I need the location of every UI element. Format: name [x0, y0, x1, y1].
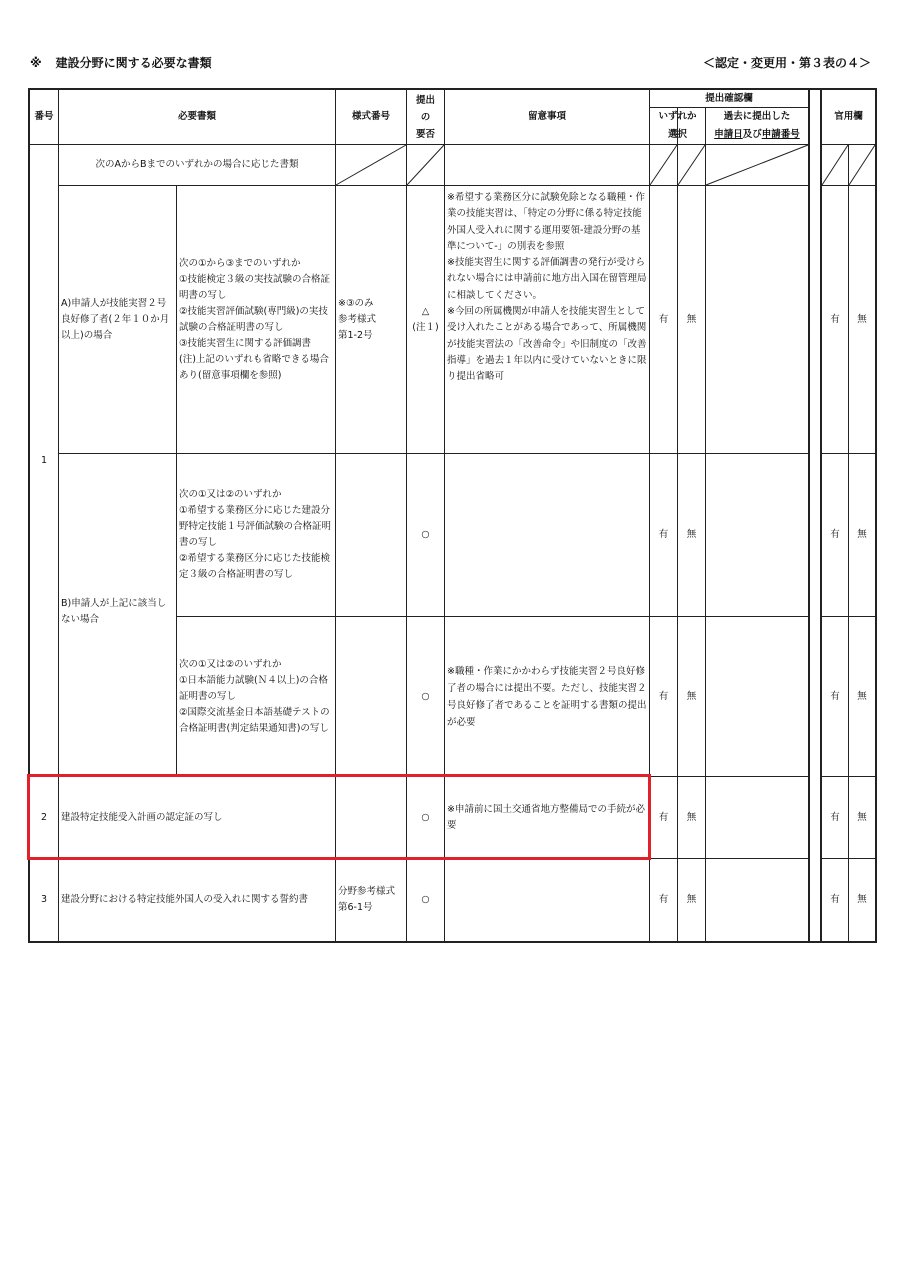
row3-docs: 建設分野における特定技能外国人の受入れに関する誓約書 — [61, 894, 309, 905]
row2-no: 無 — [686, 811, 697, 823]
row1-b2-no: 無 — [686, 690, 697, 702]
page-title: ※ 建設分野に関する必要な書類 — [30, 56, 212, 70]
row3-number: 3 — [40, 894, 48, 905]
row1-b2-notes: ※職種・作業にかかわらず技能実習２号良好修了者の場合には提出不要。ただし、技能実習２号良好修了者であることを証明する書類の提出が必要 — [447, 665, 647, 728]
header-past-submitted: 過去に提出した 申請日及び申請番号 — [714, 111, 800, 140]
row1-a-office-no: 無 — [857, 313, 867, 325]
row1-a-no: 無 — [686, 313, 697, 325]
header-submission-check: 提出確認欄 — [705, 92, 753, 104]
row2-required: ○ — [421, 811, 430, 823]
row1-b1-office-no: 無 — [857, 529, 867, 540]
row2-office-no: 無 — [857, 811, 867, 823]
row1-b1-yes: 有 — [658, 529, 669, 540]
row1-b-case: B)申請人が上記に該当しない場合 — [61, 598, 167, 625]
row1-a-yes: 有 — [658, 313, 669, 325]
row1-b1-required: ○ — [421, 529, 430, 540]
row1-b1-no: 無 — [686, 529, 697, 540]
row1-a-docs: 次の①から③までのいずれか ①技能検定３級の実技試験の合格証明書の写し ②技能実習評価試験(専門級)の実技試験の合格証明書の写し ③技能実習生に関する評価調書 (注)上記のいずれも省略できる場合あり(留意事項欄を参照) — [179, 257, 331, 381]
row1-a-required: △ (注１) — [412, 305, 439, 333]
form-label: ＜認定・変更用・第３表の４＞ — [702, 56, 871, 70]
row3-required: ○ — [421, 894, 430, 905]
header-either-select: いずれか 選択 — [658, 111, 697, 140]
row1-a-notes: ※希望する業務区分に試験免除となる職種・作業の技能実習は、「特定の分野に係る特定技能外国人受入れに関する運用要領-建設分野の基準について-」の別表を参照 ※技能実習生に関する評価調書の発行が受けられない場合には申請前に地方出入国在留管理局に相談してください。 ※今回の所属機関が申請人を技能実習生として受け入れたことがある場合であって、所属機関が技能実習法の「改善命令」や旧制度の「改善指導」を過去１年以内に受けていないときに限り提出省略可 — [447, 192, 647, 383]
row3-no: 無 — [686, 894, 697, 905]
row2-office-yes: 有 — [830, 811, 840, 823]
header-number: 番号 — [34, 111, 54, 122]
row2-yes: 有 — [658, 811, 669, 823]
row2-docs: 建設特定技能受入計画の認定証の写し — [61, 811, 223, 823]
row3-office-no: 無 — [857, 894, 867, 905]
row1-b2-office-yes: 有 — [830, 690, 840, 702]
header-notes: 留意事項 — [527, 111, 566, 122]
row1-b2-office-no: 無 — [857, 690, 867, 702]
header-office-use: 官用欄 — [834, 111, 863, 122]
row2-highlight-box — [27, 774, 651, 860]
row3-yes: 有 — [658, 894, 669, 905]
row1-b1-docs: 次の①又は②のいずれか ①希望する業務区分に応じた建設分野特定技能１号評価試験の合格証明書の写し ②希望する業務区分に応じた技能検定３級の合格証明書の写し — [179, 489, 332, 580]
row1-b2-docs: 次の①又は②のいずれか ①日本語能力試験(Ｎ４以上)の合格証明書の写し ②国際交流基金日本語基礎テストの合格証明書(判定結果通知書)の写し — [179, 658, 330, 734]
row1-a-office-yes: 有 — [830, 313, 840, 325]
row1-b2-required: ○ — [421, 690, 430, 702]
row1-b1-office-yes: 有 — [830, 529, 840, 540]
row1-a-form: ※③のみ 参考様式 第1-2号 — [338, 297, 377, 341]
header-submission-required: 提出 の 要否 — [415, 95, 435, 140]
row1-number: 1 — [40, 454, 48, 466]
row2-notes: ※申請前に国土交通省地方整備局での手続が必要 — [447, 803, 645, 831]
row1-b2-yes: 有 — [658, 690, 669, 702]
row1-a-case: A)申請人が技能実習２号良好修了者(２年１０か月以上)の場合 — [61, 297, 170, 341]
row1-intro: 次のAからBまでのいずれかの場合に応じた書類 — [95, 159, 299, 170]
row3-office-yes: 有 — [830, 894, 840, 905]
row2-number: 2 — [40, 811, 48, 823]
header-required-docs: 必要書類 — [177, 111, 216, 122]
row3-form: 分野参考様式 第6-1号 — [338, 886, 396, 913]
header-form-number: 様式番号 — [351, 111, 390, 122]
